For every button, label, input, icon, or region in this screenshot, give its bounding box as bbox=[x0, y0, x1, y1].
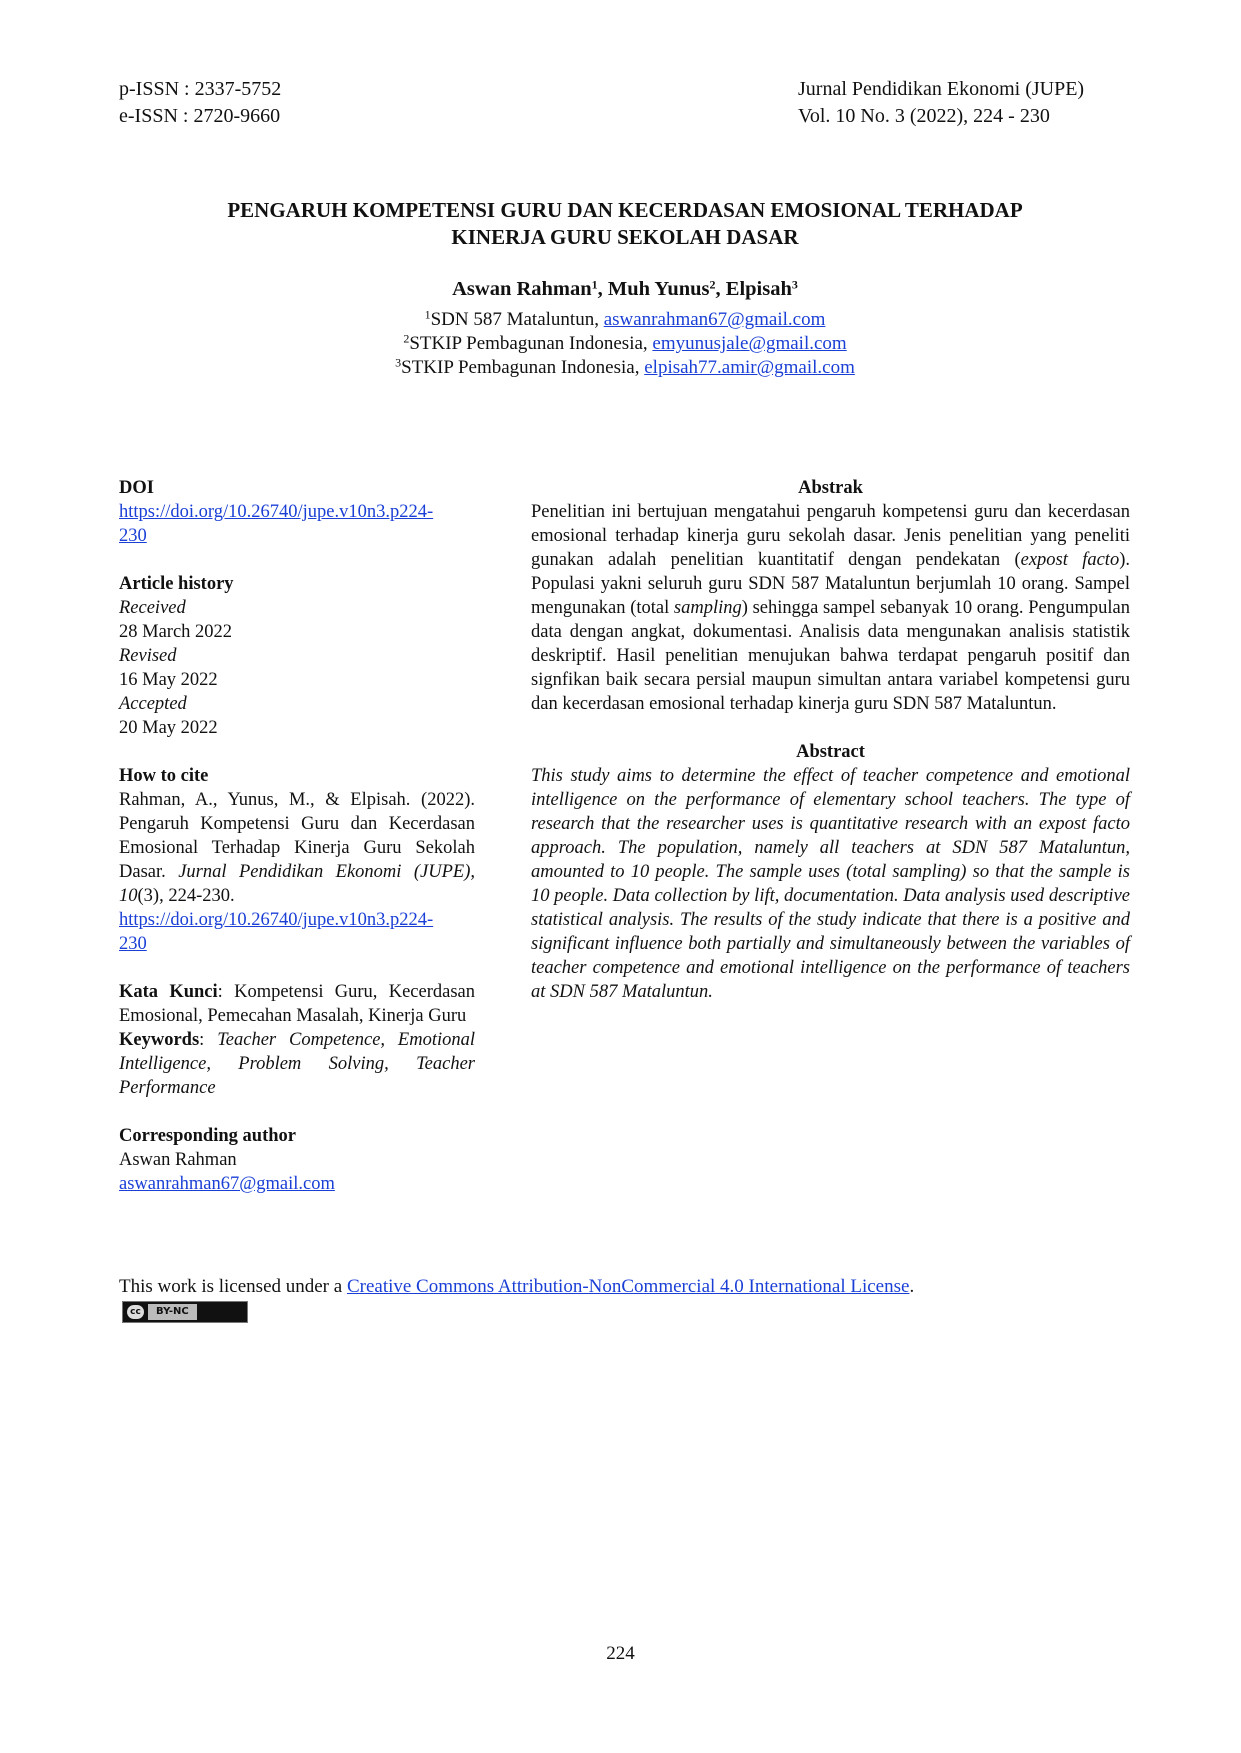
affiliation-institution: STKIP Pembagunan Indonesia, bbox=[401, 357, 645, 378]
author-sup: 1 bbox=[591, 277, 598, 292]
abstract-body: This study aims to determine the effect of teacher competence and emotional intelligence on the performance of elementary school teachers. The type of research that the researcher uses is quantitative research with an expost facto approach. The population, namely all teachers at SDN 587 Mataluntun, amounted to 10 people. The sample uses (total sampling) so that the sample is 10 people. Data collection by lift, documentation. Data analysis used descriptive statistical analysis. The results of the study indicate that there is a positive and significant influence both partially and simultaneously between the variables of teacher competence and emotional intelligence on the performance of teachers at SDN 587 Mataluntun. bbox=[531, 766, 1130, 1002]
affiliation-email-link[interactable]: emyunusjale@gmail.com bbox=[652, 333, 847, 354]
cite-link-line-1: https://doi.org/10.26740/jupe.v10n3.p224- bbox=[119, 910, 434, 930]
author-list bbox=[119, 276, 1131, 303]
print-issn: p-ISSN : 2337-5752 bbox=[119, 78, 282, 100]
cite-doi-link[interactable] bbox=[119, 908, 475, 956]
kata-kunci bbox=[119, 980, 475, 1028]
author-sup: 2 bbox=[709, 277, 716, 292]
doi-link[interactable] bbox=[119, 500, 475, 548]
spacer bbox=[119, 1100, 475, 1124]
citation-issue: (3), 224-230. bbox=[137, 886, 235, 906]
issn-block bbox=[119, 76, 281, 130]
spacer bbox=[119, 956, 475, 980]
affiliation-list bbox=[119, 308, 1131, 380]
abstrak-part: Penelitian ini bertujuan mengatahui pengaruh kompetensi guru dan kecerdasan emosional terhadap kinerja guru sekolah dasar. Jenis penelitian yang peneliti gunakan adalah penelitian kuantitatif dengan pendekatan ( bbox=[531, 502, 1130, 570]
keywords-label: Keywords bbox=[119, 1030, 200, 1050]
article-info-column bbox=[119, 476, 475, 1196]
citation-journal: Jurnal Pendidikan Ekonomi (JUPE), 10 bbox=[119, 862, 475, 906]
affiliation-sup: 3 bbox=[395, 355, 402, 370]
paper-title bbox=[119, 197, 1131, 251]
cc-by-nc-badge[interactable] bbox=[122, 1301, 248, 1323]
affiliation-item bbox=[119, 308, 1131, 332]
abstrak-body bbox=[531, 500, 1130, 716]
affiliation-item bbox=[119, 356, 1131, 380]
affiliation-email-link[interactable]: aswanrahman67@gmail.com bbox=[603, 309, 826, 330]
journal-block bbox=[798, 76, 1084, 130]
cc-icon: cc bbox=[126, 1304, 145, 1320]
author-name: Aswan Rahman bbox=[452, 278, 592, 300]
abstrak-part: ) sehingga sampel sebanyak 10 orang. Pengumpulan data dengan angkat, dokumentasi. Analisis data mengunakan analisis statistik deskriptif. Hasil penelitian menujukan bahwa terdapat pengaruh positif dan signfikan baik secara persial maupun simultan antara variabel kompetensi guru dan kecerdasan emosional terhadap kinerja guru SDN 587 Mataluntun. bbox=[531, 598, 1130, 714]
affiliation-institution: STKIP Pembagunan Indonesia, bbox=[409, 333, 653, 354]
accepted-label: Accepted bbox=[119, 694, 187, 714]
affiliation-email-link[interactable]: elpisah77.amir@gmail.com bbox=[644, 357, 855, 378]
abstrak-italic: sampling bbox=[673, 598, 742, 618]
abstract-column bbox=[531, 476, 1130, 1004]
keywords-colon: : bbox=[199, 1030, 218, 1050]
abstract-heading: Abstract bbox=[796, 742, 865, 762]
spacer bbox=[119, 740, 475, 764]
abstrak-part: ). Populasi yakni seluruh guru SDN 587 Mataluntun berjumlah 10 orang. Sampel mengunakan (total bbox=[531, 550, 1130, 618]
author-separator: , bbox=[715, 278, 726, 300]
title-line-2: KINERJA GURU SEKOLAH DASAR bbox=[451, 225, 799, 249]
corresponding-email-link[interactable]: aswanrahman67@gmail.com bbox=[119, 1174, 335, 1194]
kata-kunci-label: Kata Kunci bbox=[119, 982, 218, 1002]
history-heading: Article history bbox=[119, 574, 234, 594]
author-name: Muh Yunus bbox=[607, 278, 710, 300]
license-link[interactable]: Creative Commons Attribution-NonCommercial 4.0 International License bbox=[346, 1276, 910, 1297]
doi-heading: DOI bbox=[119, 478, 154, 498]
received-date: 28 March 2022 bbox=[119, 622, 233, 642]
abstrak-heading: Abstrak bbox=[798, 478, 863, 498]
license-notice bbox=[119, 1275, 914, 1299]
keywords bbox=[119, 1028, 475, 1100]
citation-text bbox=[119, 788, 475, 908]
citation-body: Rahman, A., Yunus, M., & Elpisah. (2022). Pengaruh Kompetensi Guru dan Kecerdasan Emosional Terhadap Kinerja Guru Sekolah Dasar. bbox=[119, 790, 475, 882]
doi-link-line-2: 230 bbox=[119, 526, 147, 546]
kata-kunci-text: : Kompetensi Guru, Kecerdasan Emosional, Pemecahan Masalah, Kinerja Guru bbox=[119, 982, 476, 1026]
affiliation-item bbox=[119, 332, 1131, 356]
corresponding-heading: Corresponding author bbox=[119, 1126, 296, 1146]
cite-heading: How to cite bbox=[119, 766, 209, 786]
corresponding-name: Aswan Rahman bbox=[119, 1150, 237, 1170]
cite-link-line-2: 230 bbox=[119, 934, 147, 954]
affiliation-sup: 1 bbox=[424, 307, 431, 322]
electronic-issn: e-ISSN : 2720-9660 bbox=[119, 105, 281, 127]
affiliation-institution: SDN 587 Mataluntun, bbox=[430, 309, 604, 330]
abstrak-italic: expost facto bbox=[1020, 550, 1120, 570]
cc-badge-text: BY-NC bbox=[148, 1304, 197, 1320]
journal-name: Jurnal Pendidikan Ekonomi (JUPE) bbox=[798, 78, 1085, 100]
author-sup: 3 bbox=[791, 277, 798, 292]
author-name: Elpisah bbox=[725, 278, 792, 300]
page-number: 224 bbox=[606, 1643, 635, 1664]
accepted-date: 20 May 2022 bbox=[119, 718, 218, 738]
keywords-text: Teacher Competence, Emotional Intelligence, Problem Solving, Teacher Performance bbox=[119, 1030, 475, 1098]
received-label: Received bbox=[119, 598, 186, 618]
license-prefix: This work is licensed under a bbox=[119, 1276, 347, 1297]
spacer bbox=[119, 548, 475, 572]
license-suffix: . bbox=[909, 1276, 915, 1297]
affiliation-sup: 2 bbox=[403, 331, 410, 346]
spacer bbox=[531, 716, 1130, 740]
revised-date: 16 May 2022 bbox=[119, 670, 218, 690]
title-line-1: PENGARUH KOMPETENSI GURU DAN KECERDASAN EMOSIONAL TERHADAP bbox=[227, 198, 1023, 222]
journal-volume: Vol. 10 No. 3 (2022), 224 - 230 bbox=[798, 105, 1050, 127]
doi-link-line-1: https://doi.org/10.26740/jupe.v10n3.p224- bbox=[119, 502, 434, 522]
author-separator: , bbox=[597, 278, 608, 300]
revised-label: Revised bbox=[119, 646, 177, 666]
